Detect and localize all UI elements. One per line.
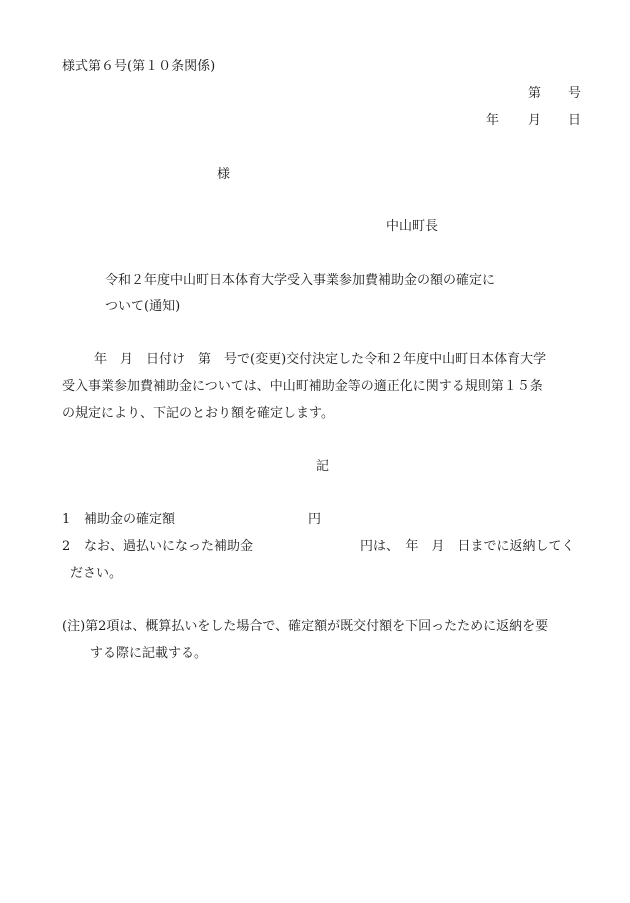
item-2-rest: 円は、 年 月 日までに返納してく [360, 539, 575, 554]
addressee: 様 [217, 167, 231, 182]
form-title: 様式第６号(第１０条関係) [62, 59, 216, 74]
date-year: 年 [486, 113, 500, 128]
item-1-unit: 円 [308, 512, 322, 527]
body-line-3: の規定により、下記のとおり額を確定します。 [62, 406, 334, 421]
sender: 中山町長 [386, 219, 439, 234]
doc-number-suffix: 号 [568, 86, 582, 101]
body-line-2: 受入事業参加費補助金については、中山町補助金等の適正化に関する規則第１５条 [62, 379, 543, 394]
note-line-2: する際に記載する。 [90, 646, 208, 661]
body-line-1: 年 月 日付け 第 号で(変更)交付決定した令和２年度中山町日本体育大学 [94, 352, 547, 367]
doc-number-label: 第 [528, 86, 544, 101]
item-1-text: 補助金の確定額 [84, 512, 176, 527]
date-day: 日 [568, 113, 582, 128]
note-line-1: (注)第2項は、概算払いをした場合で、確定額が既交付額を下回ったために返納を要 [62, 619, 549, 634]
item-2-text: なお、過払いになった補助金 [84, 539, 254, 554]
date-month: 月 [528, 113, 542, 128]
ki-heading: 記 [316, 459, 330, 474]
item-2-continuation: ださい。 [70, 566, 123, 581]
subject-line-1: 令和２年度中山町日本体育大学受入事業参加費補助金の額の確定に [105, 273, 496, 288]
item-1-number: 1 [62, 512, 71, 527]
item-2-number: 2 [62, 539, 71, 554]
subject-line-2: ついて(通知) [105, 299, 181, 314]
